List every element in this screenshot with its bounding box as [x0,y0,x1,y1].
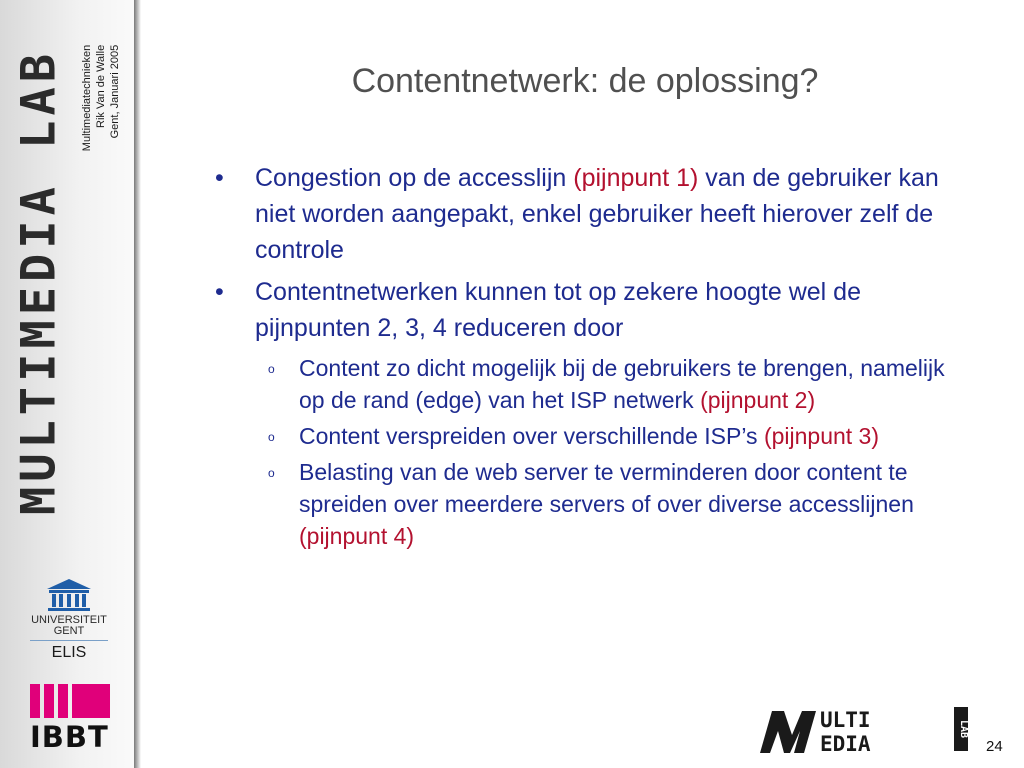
left-sidebar [0,0,134,768]
sub-bullet-item [210,456,950,552]
bullet-item [210,274,950,346]
logo-line2: EDIA [820,732,871,755]
course-name: Multimediatechnieken [81,44,93,152]
ibbt-logo [30,684,110,752]
bullet-marker: • [215,278,224,306]
pain-point-highlight: (pijnpunt 4) [299,523,415,549]
ugent-logo [24,578,114,662]
bullet-text: Congestion op de accesslijn [255,164,574,192]
ibbt-text: IBBT [30,720,109,754]
sub-bullet-text: Belasting van de web server te verminderen door content te spreiden over meerdere servers of over diverse accesslijnen [299,459,914,517]
sub-bullet-marker: o [268,362,275,376]
pain-point-highlight: (pijnpunt 1) [573,164,699,192]
place-date: Gent, Januari 2005 [109,44,121,139]
bullet-text: van de gebruiker kan niet worden aangepakt, enkel gebruiker heeft hierover zelf de controle [255,164,939,264]
sub-bullet-text: Content zo dicht mogelijk bij de gebruikers te brengen, namelijk op de rand (edge) van het ISP netwerk [299,355,945,413]
sidebar-shadow [134,0,141,768]
ugent-divider [30,640,108,641]
slide-title: Contentnetwerk: de oplossing? [351,62,819,100]
ibbt-bars-icon [30,684,110,718]
ugent-line2: GENT [53,625,85,637]
pain-point-highlight: (pijnpunt 3) [763,423,880,449]
author-name: Rik Van de Walle [95,44,107,128]
course-meta [70,18,132,178]
sub-bullet-text: Content verspreiden over verschillende ISP’s [299,423,764,449]
pain-point-highlight: (pijnpunt 2) [700,387,816,413]
bullet-text: Contentnetwerken kunnen tot op zekere hoogte wel de pijnpunten 2, 3, 4 reduceren door [255,278,861,342]
page-number: 24 [986,738,1003,755]
sub-bullet-item [210,420,950,452]
sub-bullet-marker: o [268,466,275,480]
bullet-marker: • [215,164,224,192]
sub-bullet-marker: o [268,430,275,444]
ugent-line1: UNIVERSITEIT [31,614,107,626]
slide-content [210,160,950,556]
multimedia-lab-vertical-logo [12,18,66,546]
elis-label: ELIS [51,644,87,661]
vertical-brand-text: MULTIMEDIA LAB [11,48,67,516]
university-building-icon [46,578,92,612]
multimedia-lab-logo [758,703,980,755]
bullet-item [210,160,950,268]
logo-side-text: LAB [958,719,969,739]
logo-line1: ULTI [820,708,871,732]
sub-bullet-item [210,352,950,416]
